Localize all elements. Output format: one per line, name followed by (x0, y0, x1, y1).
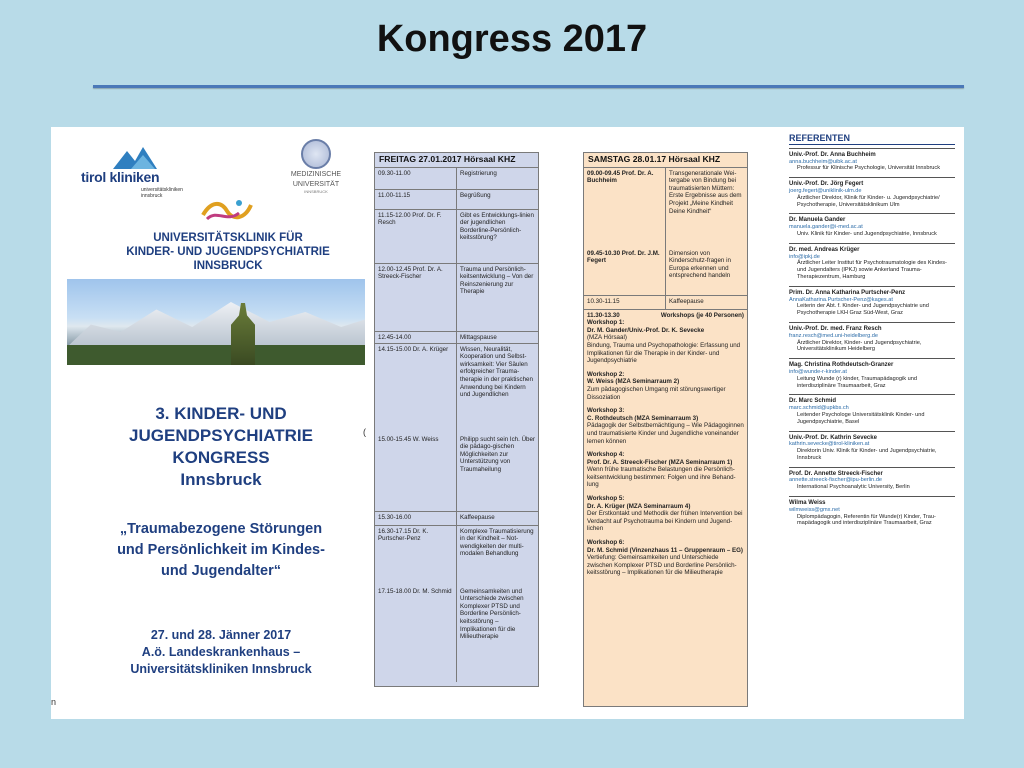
congress-line: Innsbruck (180, 470, 262, 489)
row-time: 15.30-16.00 (375, 512, 457, 525)
institution-line: KINDER- UND JUGENDPSYCHIATRIE (126, 246, 330, 258)
workshop-title: Workshop 6: (587, 539, 625, 547)
date-line: 27. und 28. Jänner 2017 (150, 628, 292, 642)
row-time: 15.00-15.45 W. Weiss (375, 434, 457, 511)
workshop-item (587, 495, 744, 533)
row-time: 12.00-12.45 Prof. Dr. A. Streeck-Fischer (375, 264, 457, 331)
congress-line: 3. KINDER- UND (155, 404, 287, 423)
slide-title: Kongress 2017 (376, 18, 648, 60)
row-desc: Mittagspause (460, 333, 497, 341)
referee-name: Univ.-Prof. Dr. Kathrin Sevecke (789, 434, 877, 441)
program-row (584, 168, 747, 248)
referees-header: REFERENTEN (789, 135, 955, 145)
workshop-lead: Dr. A. Krüger (MZA Seminarraum 4) (587, 502, 691, 510)
referee-email: kathrin.sevecke@tirol-kliniken.at (789, 441, 870, 448)
med-uni-line2: UNIVERSITÄT (292, 181, 340, 188)
congress-line: KONGRESS (172, 448, 270, 467)
program-row (375, 434, 538, 512)
tirol-kliniken-name: tirol kliniken (81, 169, 160, 185)
program-row (375, 264, 538, 332)
referee-entry (789, 467, 955, 491)
workshop-lead: Prof. Dr. A. Streeck-Fischer (MZA Seminarraum 1) (587, 458, 733, 466)
friday-program (374, 152, 539, 687)
program-row (375, 168, 538, 190)
row-desc: Philipp sucht sein Ich. Über die pädago-gischen Möglichkeiten zur Unterstützung von Traumaheilung (460, 435, 535, 473)
medizinische-universitaet-logo (281, 139, 351, 199)
row-time: 09.30-11.00 (375, 168, 457, 189)
tirol-kliniken-sub: universitätskliniken innsbruck (141, 187, 183, 199)
workshop-title: Workshop 4: (587, 451, 625, 459)
workshop-title: Workshop 3: (587, 407, 625, 415)
referee-entry (789, 394, 955, 425)
referee-entry (789, 431, 955, 462)
referee-email: joerg.fegert@uniklinik-ulm.de (789, 187, 862, 194)
row-desc: Dimension von Kinderschutz-fragen in Europa erkennen und entsprechend handeln (669, 249, 731, 280)
referee-name: Univ.-Prof. Dr. med. Franz Resch (789, 325, 882, 332)
row-desc: Wissen, Neuralität, Kooperation und Selbst-wirksamkeit: Vier Säulen erfolgreicher Trauma-therapie in der praktischen Anwendung bei Kindern und Jugendlichen (460, 345, 533, 399)
referee-entry (789, 286, 955, 317)
row-desc: Komplexe Traumatisierung in der Kindheit – Not-wendigkeiten der multi-modalen Behandlung (460, 527, 534, 558)
program-row (375, 210, 538, 264)
row-time: 11.00-11.15 (375, 190, 457, 209)
workshops-time: 11.30-13.30 (587, 311, 620, 319)
row-desc: Kaffeepause (669, 297, 704, 305)
referee-desc: Ärztlicher Direktor, Klinik für Kinder- u. Jugendpsychiatrie/ Psychotherapie, Universitätsklinikum Ulm (797, 194, 940, 208)
referee-email: manuela.gander@i-med.ac.at (789, 224, 863, 231)
med-uni-line3: INNSBRUCK (304, 189, 328, 194)
referee-entry (789, 148, 955, 172)
workshops-header (587, 312, 744, 320)
workshop-desc: Der Erstkontakt und Methodik der frühen Intervention bei Verdacht auf Psychotrauma bei Kindern und Jugend-lichen (587, 510, 743, 533)
med-uni-line1: MEDIZINISCHE (290, 171, 342, 178)
workshops-label: Workshops (je 40 Personen) (660, 311, 744, 319)
row-time: 14.15-15.00 Dr. A. Krüger (375, 344, 457, 434)
row-time: 17.15-18.00 Dr. M. Schmid (375, 586, 457, 682)
row-time: 12.45-14.00 (375, 332, 457, 343)
saturday-header: SAMSTAG 28.01.17 Hörsaal KHZ (584, 153, 747, 168)
fold-mark: ( (363, 427, 366, 437)
row-time: 16.30-17.15 Dr. K. Purtscher-Penz (375, 526, 457, 586)
referee-desc: Leitung Wunde (r) kinder, Traumapädagogik und interdisziplinäre Traumaarbeit, Graz (797, 375, 917, 389)
program-row (584, 248, 747, 296)
theme-line: und Jugendalter“ (160, 563, 282, 579)
row-desc: Kaffeepause (460, 513, 495, 521)
referee-desc: Diplompädagogin, Referentin für Wunde(r) Kinder, Trau-mapädagogik und interdisziplinäre Traumaarbeit, Graz (797, 513, 936, 527)
referee-name: Mag. Christina Rothdeutsch-Granzer (789, 362, 894, 369)
workshop-lead: Dr. M. Gander/Univ.-Prof. Dr. K. Sevecke (587, 326, 705, 334)
referee-name: Prim. Dr. Anna Katharina Purtscher-Penz (789, 289, 906, 296)
referee-desc: Ärztlicher Direktor, Kinder- und Jugendpsychiatrie, Universitätsklinikum Heidelberg (797, 339, 922, 353)
row-time: 09.00-09.45 Prof. Dr. A. Buchheim (584, 168, 666, 248)
workshop-desc: Wenn frühe traumatische Belastungen die Persönlich-keitsentwicklung bestimmen: Folgen und ihre Behand-lung (587, 466, 736, 489)
saturday-program (583, 152, 748, 707)
clinic-figure-logo-icon (199, 197, 255, 225)
row-desc: Gibt es Entwicklungs-linien der jugendlichen Borderline-Persönlich-keitsstörung? (460, 211, 534, 242)
program-row (584, 296, 747, 310)
flyer-cover (51, 127, 363, 719)
row-time: 11.15-12.00 Prof. Dr. F. Resch (375, 210, 457, 263)
workshops-block (584, 310, 747, 585)
innsbruck-mountain-photo (67, 279, 365, 365)
workshop-item (587, 407, 744, 445)
workshop-desc: Bindung, Trauma und Psychopathologie: Erfassung und Implikationen für die Therapie in der Kinder- und Jugendpsychiatrie (587, 341, 741, 365)
edge-mark: n (51, 697, 57, 707)
referee-email: annette.streeck-fischer@ipu-berlin.de (789, 477, 883, 484)
referee-desc: Leitender Psychologe Universitätsklinik Kinder- und Jugendpsychiatrie, Basel (797, 411, 925, 425)
congress-line: JUGENDPSYCHIATRIE (129, 426, 313, 445)
referee-email: franz.resch@med.uni-heidelberg.de (789, 332, 879, 339)
referee-name: Dr. med. Andreas Krüger (789, 246, 860, 253)
workshop-title: Workshop 5: (587, 495, 625, 503)
institution-line: UNIVERSITÄTSKLINIK FÜR (153, 232, 303, 244)
referee-email: AnnaKatharina.Purtscher-Penz@kages.at (789, 296, 893, 303)
referee-desc: Leiterin der Abt. f. Kinder- und Jugendpsychiatrie und Psychotherapie LKH Graz Süd-West, Graz (797, 303, 929, 317)
congress-flyer-image (51, 127, 964, 719)
university-seal-icon (301, 139, 331, 169)
theme-line: und Persönlichkeit im Kindes- (117, 542, 325, 558)
referee-entry (789, 358, 955, 389)
referee-desc: International Psychoanalytic University, Berlin (797, 484, 910, 491)
workshop-item (587, 371, 744, 401)
theme-line: „Traumabezogene Störungen (119, 521, 323, 537)
referee-email: wilmweiss@gmx.net (789, 506, 840, 513)
congress-title (91, 403, 351, 491)
referee-entry (789, 177, 955, 208)
program-row (375, 586, 538, 682)
congress-theme (91, 519, 351, 582)
referee-name: Univ.-Prof. Dr. Anna Buchheim (789, 151, 876, 158)
program-row (375, 512, 538, 526)
mountain-logo-icon (113, 145, 173, 171)
row-time: 10.30-11.15 (584, 296, 666, 309)
date-line: Universitätskliniken Innsbruck (130, 662, 312, 676)
institution-name (121, 231, 335, 273)
workshop-desc: Zum pädagogischen Umgang mit störungswertiger Dissoziation (587, 385, 726, 401)
friday-header: FREITAG 27.01.2017 Hörsaal KHZ (375, 153, 538, 168)
referee-desc: Univ. Klinik für Kinder- und Jugendpsychiatrie, Innsbruck (797, 230, 937, 237)
program-row (375, 526, 538, 586)
row-desc: Gemeinsamkeiten und Unterschiede zwischen Komplexer PTSD und Borderline Persönlich-keitsstörung – Implikationen für die Milieutherapie (460, 587, 524, 641)
workshop-title: Workshop 1: (587, 319, 625, 327)
referee-name: Dr. Marc Schmid (789, 398, 837, 405)
referee-email: info@wunde-r-kinder.at (789, 368, 847, 375)
program-row (375, 344, 538, 434)
workshop-item (587, 539, 744, 577)
referee-email: anna.buchheim@uibk.ac.at (789, 158, 857, 165)
workshop-room: (MZA Hörsaal) (587, 334, 627, 342)
referee-desc: Professur für Klinische Psychologie, Universität Innsbruck (797, 165, 941, 172)
referee-desc: Direktorin Univ. Klinik für Kinder- und Jugendpsychiatrie, Innsbruck (797, 448, 937, 461)
referee-name: Univ.-Prof. Dr. Jörg Fegert (789, 181, 864, 188)
referee-entry (789, 322, 955, 353)
referee-entry (789, 243, 955, 281)
workshop-lead: Dr. M. Schmid (Vinzenzhaus 11 – Gruppenraum – EG) (587, 546, 743, 554)
referee-name: Wilma Weiss (789, 500, 826, 507)
congress-date-venue (91, 627, 351, 678)
row-desc: Transgenerationale Wei-tergabe von Bindung bei traumatisierten Müttern: Erste Ergebnisse aus dem Projekt „Meine Kindheit Deine Kindheit“ (669, 169, 742, 215)
referee-name: Prof. Dr. Annette Streeck-Fischer (789, 470, 883, 477)
workshop-desc: Pädagogik der Selbstbemächtigung – Wie Pädagoginnen und traumatisierte Kinder und Jugendliche voneinander lernen können (587, 422, 744, 445)
row-desc: Registrierung (460, 169, 497, 177)
workshop-item (587, 319, 744, 365)
row-desc: Trauma und Persönlich-keitsentwicklung – Von der Reinszenierung zur Therapie (460, 265, 534, 296)
title-divider (93, 85, 964, 88)
program-row (375, 332, 538, 344)
tirol-kliniken-logo (81, 145, 201, 199)
workshop-lead: W. Weiss (MZA Seminarraum 2) (587, 378, 680, 386)
workshop-lead: C. Rothdeutsch (MZA Seminarraum 3) (587, 414, 699, 422)
row-desc: Begrüßung (460, 191, 491, 199)
date-line: A.ö. Landeskrankenhaus – (141, 645, 301, 659)
workshop-desc: Vertiefung: Gemeinsamkeiten und Unterschiede zwischen Komplexer PTSD und Borderline Persönlich-keitsstörung – Implikationen für die Milieutherapie (587, 554, 737, 577)
institution-line: INNSBRUCK (193, 260, 263, 272)
program-row (375, 190, 538, 210)
referee-email: info@ipkj.de (789, 253, 820, 260)
row-time: 09.45-10.30 Prof. Dr. J.M. Fegert (584, 248, 666, 295)
workshop-item (587, 451, 744, 489)
referee-desc: Ärztlicher Leiter Institut für Psychotraumatologie des Kindes- und Jugendalters (IPKJ) sowie Ankerland Trauma-Therapiezentrum, Hamburg (797, 260, 947, 280)
referee-name: Dr. Manuela Gander (789, 217, 846, 224)
referee-entry (789, 213, 955, 237)
workshop-title: Workshop 2: (587, 370, 625, 378)
referee-entry (789, 496, 955, 527)
referees-list (789, 135, 955, 532)
referee-email: marc.schmid@upkbs.ch (789, 405, 849, 412)
